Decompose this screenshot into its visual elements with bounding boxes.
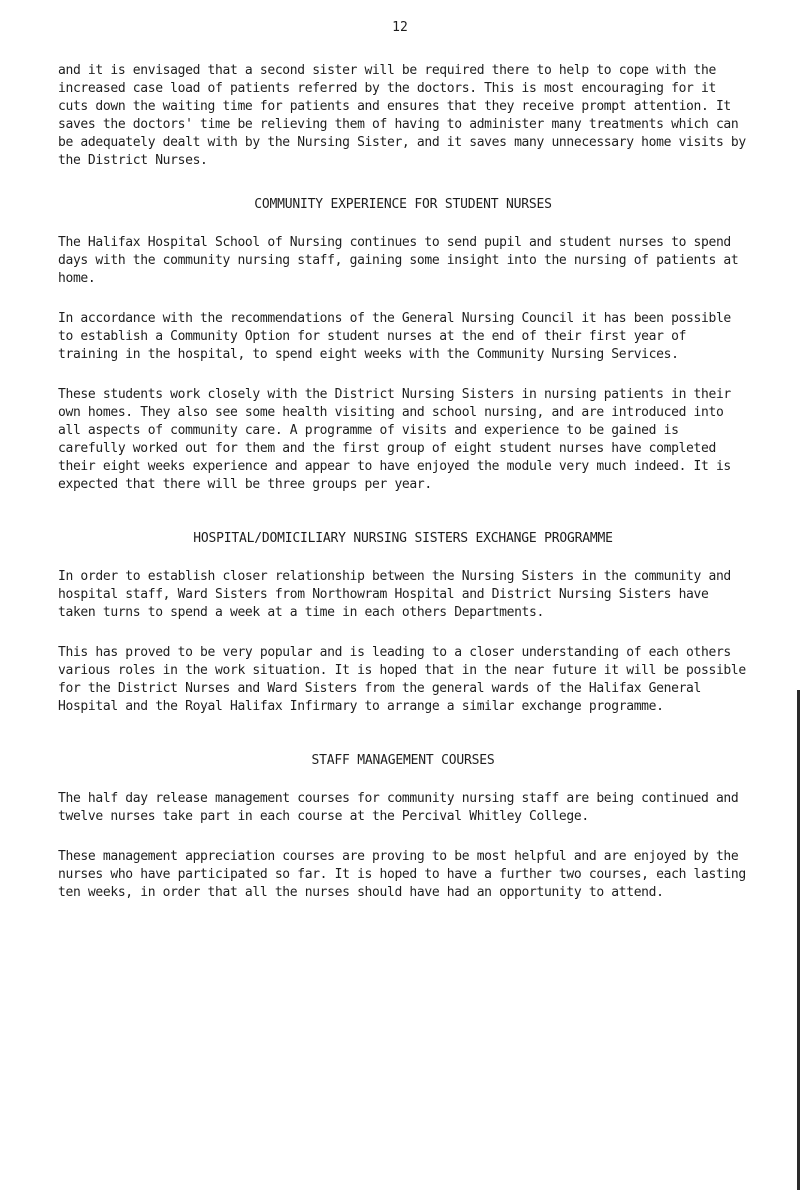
community-experience-paragraph-2: In accordance with the recommendations of the General Nursing Council it has been possible to establish a Community Option for student nurses at the end of their first year of training in the hospital, to spend eight weeks with the Community Nursing Services.	[58, 311, 731, 362]
section-heading-exchange-programme: HOSPITAL/DOMICILIARY NURSING SISTERS EXCHANGE PROGRAMME	[193, 531, 613, 546]
section-heading-management-courses: STAFF MANAGEMENT COURSES	[311, 753, 495, 768]
management-courses-paragraph-2: These management appreciation courses are proving to be most helpful and are enjoyed by the nurses who have participated so far. It is hoped to have a further two courses, each lasting ten weeks, in order that all the nurses should have had an opportunity to attend.	[58, 849, 746, 900]
section-heading-community-experience: COMMUNITY EXPERIENCE FOR STUDENT NURSES	[254, 197, 552, 212]
exchange-programme-paragraph-2: This has proved to be very popular and is leading to a closer understanding of each others various roles in the work situation. It is hoped that in the near future it will be possible for the District Nurses and Ward Sisters from the general wards of the Halifax General Hospital and the Royal Halifax Infirmary to arrange a similar exchange programme.	[58, 645, 746, 714]
document-body	[58, 62, 748, 924]
community-experience-paragraph-3: These students work closely with the District Nursing Sisters in nursing patients in their own homes. They also see some health visiting and school nursing, and are introduced into all aspects of community care. A programme of visits and experience to be gained is carefully worked out for them and the first group of eight student nurses have completed their eight weeks experience and appear to have enjoyed the module very much indeed. It is expected that there will be three groups per year.	[58, 387, 731, 492]
intro-paragraph: and it is envisaged that a second sister will be required there to help to cope with the increased case load of patients referred by the doctors. This is most encouraging for it cuts down the waiting time for patients and ensures that they receive prompt attention. It saves the doctors' time be relieving them of having to administer many treatments which can be adequately dealt with by the Nursing Sister, and it saves many unnecessary home visits by the District Nurses.	[58, 63, 746, 168]
community-experience-paragraph-1: The Halifax Hospital School of Nursing continues to send pupil and student nurses to spend days with the community nursing staff, gaining some insight into the nursing of patients at home.	[58, 235, 739, 286]
management-courses-paragraph-1: The half day release management courses for community nursing staff are being continued and twelve nurses take part in each course at the Percival Whitley College.	[58, 791, 739, 824]
page-number: 12	[392, 20, 408, 35]
exchange-programme-paragraph-1: In order to establish closer relationship between the Nursing Sisters in the community and hospital staff, Ward Sisters from Northowram Hospital and District Nursing Sisters have taken turns to spend a week at a time in each others Departments.	[58, 569, 731, 620]
